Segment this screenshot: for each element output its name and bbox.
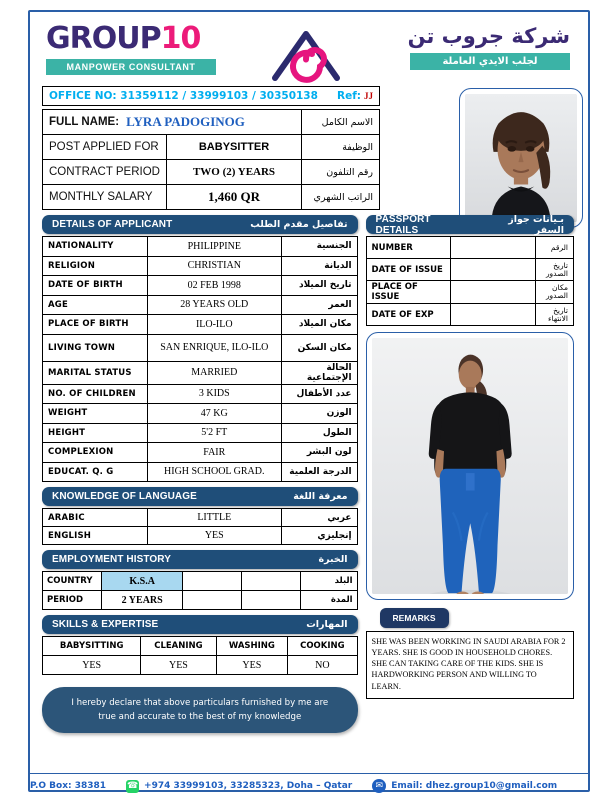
- employment-label: COUNTRY: [43, 572, 102, 591]
- language-table: [42, 508, 358, 545]
- detail-label: PLACE OF BIRTH: [43, 315, 148, 335]
- full-body-photo-graphic: [372, 338, 568, 594]
- employment-arabic: البلد: [301, 572, 357, 591]
- arabic-logo-block: [375, 24, 570, 70]
- details-header-en: DETAILS OF APPLICANT: [52, 219, 173, 230]
- detail-value: 5'2 FT: [148, 423, 282, 443]
- post-applied-label: POST APPLIED FOR: [43, 135, 167, 160]
- detail-value: 28 YEARS OLD: [148, 295, 282, 315]
- table-row: [43, 572, 358, 591]
- employment-blank-cell: [242, 591, 301, 610]
- monthly-salary-label: MONTHLY SALARY: [43, 185, 167, 210]
- language-value: YES: [148, 527, 282, 545]
- contract-period-label: CONTRACT PERIOD: [43, 160, 167, 185]
- document-header: [42, 10, 574, 84]
- employment-header-en: EMPLOYMENT HISTORY: [52, 554, 172, 565]
- table-row: [366, 237, 573, 259]
- table-row: [43, 160, 380, 185]
- section-header-passport: [366, 215, 574, 234]
- table-row: [43, 423, 358, 443]
- table-row: [366, 304, 573, 326]
- employment-blank-cell: [242, 572, 301, 591]
- details-header-ar: تفاصيل مقدم الطلب: [250, 219, 348, 230]
- language-arabic: عربي: [281, 509, 357, 527]
- detail-arabic: الديانة: [281, 256, 357, 276]
- reference-field: [337, 90, 373, 102]
- passport-issue-place-value[interactable]: [450, 281, 535, 304]
- employment-label: PERIOD: [43, 591, 102, 610]
- table-row: [43, 462, 358, 482]
- language-label: ARABIC: [43, 509, 148, 527]
- table-row: [43, 527, 358, 545]
- detail-value: 02 FEB 1998: [148, 276, 282, 296]
- detail-arabic: العمر: [281, 295, 357, 315]
- detail-label: DATE OF BIRTH: [43, 276, 148, 296]
- detail-arabic: الوزن: [281, 404, 357, 424]
- detail-arabic: لون البشر: [281, 443, 357, 463]
- table-row: [366, 281, 573, 304]
- employment-blank-cell: [183, 591, 242, 610]
- passport-issue-date-value[interactable]: [450, 259, 535, 281]
- arabic-company-title: شركة جروب تن: [407, 24, 570, 48]
- whatsapp-icon: ☎: [126, 781, 139, 791]
- table-row: [43, 384, 358, 404]
- skills-table: [42, 636, 358, 675]
- office-number-text: OFFICE NO: 31359112 / 33999103 / 30350138: [49, 90, 318, 102]
- language-header-ar: معرفة اللغة: [293, 491, 348, 502]
- logo-tagline: MANPOWER CONSULTANT: [46, 59, 216, 75]
- fullname-cell: [43, 110, 302, 135]
- fullname-label: FULL NAME:: [49, 116, 120, 128]
- detail-arabic: مكان الميلاد: [281, 315, 357, 335]
- phone-item: [126, 780, 352, 793]
- fullname-arabic-label: الاسم الكامل: [302, 110, 380, 135]
- skill-header: CLEANING: [141, 637, 216, 656]
- detail-label: NATIONALITY: [43, 237, 148, 257]
- ref-label: Ref:: [337, 90, 361, 102]
- po-box-text: P.O Box: 38381: [30, 781, 107, 791]
- passport-label: DATE OF EXP: [366, 304, 450, 326]
- phone-text: +974 33999103, 33285323, Doha – Qatar: [144, 781, 353, 791]
- post-applied-value: BABYSITTER: [167, 135, 302, 160]
- detail-label: HEIGHT: [43, 423, 148, 443]
- skill-value: YES: [141, 656, 216, 675]
- passport-arabic: تاريخ الانتهاء: [536, 304, 574, 326]
- passport-label: NUMBER: [366, 237, 450, 259]
- post-applied-arabic: الوظيفة: [302, 135, 380, 160]
- email-item[interactable]: [372, 779, 557, 793]
- passport-arabic: مكان الصدور: [536, 281, 574, 304]
- detail-label: AGE: [43, 295, 148, 315]
- left-column: [42, 210, 358, 733]
- skill-header: COOKING: [288, 637, 357, 656]
- table-row: [43, 591, 358, 610]
- detail-value: CHRISTIAN: [148, 256, 282, 276]
- skill-header: WASHING: [216, 637, 288, 656]
- language-arabic: إنجليزي: [281, 527, 357, 545]
- skills-header-en: SKILLS & EXPERTISE: [52, 619, 159, 630]
- detail-value: 3 KIDS: [148, 384, 282, 404]
- skill-header: BABYSITTING: [43, 637, 141, 656]
- detail-arabic: الطول: [281, 423, 357, 443]
- employment-country-value: K.S.A: [102, 572, 183, 591]
- detail-label: EDUCAT. Q. G: [43, 462, 148, 482]
- table-row: [43, 509, 358, 527]
- language-value: LITTLE: [148, 509, 282, 527]
- section-header-details: [42, 215, 358, 234]
- logo-wordmark: [46, 21, 236, 56]
- detail-value: HIGH SCHOOL GRAD.: [148, 462, 282, 482]
- logo-group-text: GROUP: [46, 21, 161, 56]
- passport-arabic: الرقم: [536, 237, 574, 259]
- declaration-banner: I hereby declare that above particulars furnished by me are true and accurate to the best of my knowledge: [42, 687, 358, 733]
- table-row: [366, 259, 573, 281]
- skill-value: YES: [216, 656, 288, 675]
- employment-header-ar: الخبرة: [318, 554, 348, 565]
- detail-label: WEIGHT: [43, 404, 148, 424]
- full-body-photo-frame: [366, 332, 574, 600]
- monthly-salary-arabic: الراتب الشهري: [302, 185, 380, 210]
- passport-expiry-value[interactable]: [450, 304, 535, 326]
- table-row-fullname: [43, 110, 380, 135]
- center-emblem: [261, 24, 351, 86]
- table-row: [43, 361, 358, 384]
- detail-label: RELIGION: [43, 256, 148, 276]
- right-column: [366, 210, 574, 733]
- passport-header-ar: بـيانات جواز السفر: [508, 213, 564, 236]
- detail-arabic: تاريخ الميلاد: [281, 276, 357, 296]
- detail-value: FAIR: [148, 443, 282, 463]
- passport-header-en: PASSPORT DETAILS: [375, 213, 431, 236]
- section-header-employment: [42, 550, 358, 569]
- passport-arabic: تاريخ الصدور: [536, 259, 574, 281]
- table-row: [43, 276, 358, 296]
- language-label: ENGLISH: [43, 527, 148, 545]
- skill-value: NO: [288, 656, 357, 675]
- detail-label: LIVING TOWN: [43, 334, 148, 361]
- po-box-item: [30, 781, 106, 791]
- detail-label: NO. OF CHILDREN: [43, 384, 148, 404]
- detail-arabic: الجنسية: [281, 237, 357, 257]
- detail-arabic: مكان السكن: [281, 334, 357, 361]
- passport-label: PLACE OF ISSUE: [366, 281, 450, 304]
- applicant-summary-table: [42, 109, 380, 210]
- table-row: [43, 443, 358, 463]
- remarks-badge: REMARKS: [380, 608, 449, 628]
- contract-period-arabic: رقم التلفون: [302, 160, 380, 185]
- full-body-photo: [372, 338, 568, 594]
- detail-label: MARITAL STATUS: [43, 361, 148, 384]
- contract-period-value: TWO (2) YEARS: [167, 160, 302, 185]
- main-body: [42, 210, 574, 733]
- table-row: [43, 315, 358, 335]
- employment-history-table: [42, 571, 358, 610]
- email-icon: ✉: [372, 779, 386, 793]
- detail-value: PHILIPPINE: [148, 237, 282, 257]
- table-row: [43, 256, 358, 276]
- employment-blank-cell: [183, 572, 242, 591]
- office-number-bar: [42, 86, 380, 106]
- skills-header-ar: المهارات: [306, 619, 348, 630]
- skill-value: YES: [43, 656, 141, 675]
- table-row: [43, 135, 380, 160]
- employment-period-value: 2 YEARS: [102, 591, 183, 610]
- detail-arabic: عدد الأطفال: [281, 384, 357, 404]
- detail-value: SAN ENRIQUE, ILO-ILO: [148, 334, 282, 361]
- monthly-salary-value: 1,460 QR: [167, 185, 302, 210]
- detail-arabic: الحالة الإجتماعية: [281, 361, 357, 384]
- company-logo: [46, 21, 236, 75]
- employment-arabic: المدة: [301, 591, 357, 610]
- remarks-text: SHE WAS BEEN WORKING IN SAUDI ARABIA FOR 2 YEARS. SHE IS GOOD IN HOUSEHOLD CHORES. SHE CAN TAKING CARE OF THE KIDS. SHE IS HARDWORKING PERSON AND WILLING TO LEARN.: [366, 631, 574, 699]
- passport-label: DATE OF ISSUE: [366, 259, 450, 281]
- detail-value: MARRIED: [148, 361, 282, 384]
- table-row: [43, 334, 358, 361]
- detail-value: ILO-ILO: [148, 315, 282, 335]
- arabic-tagline: لجلب الايدي العاملة: [410, 53, 570, 70]
- table-row: [43, 185, 380, 210]
- fullname-value: LYRA PADOGINOG: [126, 114, 245, 129]
- ref-value: JJ: [364, 91, 373, 101]
- language-header-en: KNOWLEDGE OF LANGUAGE: [52, 491, 197, 502]
- table-row: [43, 404, 358, 424]
- email-text: Email: dhez.group10@gmail.com: [391, 781, 558, 791]
- document-footer: [30, 773, 588, 793]
- table-row: [43, 656, 358, 675]
- section-header-language: [42, 487, 358, 506]
- table-row: [43, 295, 358, 315]
- table-row: [43, 237, 358, 257]
- table-row-header: [43, 637, 358, 656]
- section-header-skills: [42, 615, 358, 634]
- logo-ten-text: 10: [160, 21, 201, 56]
- detail-arabic: الدرجة العلمية: [281, 462, 357, 482]
- passport-details-table: [366, 236, 574, 326]
- detail-label: COMPLEXION: [43, 443, 148, 463]
- detail-value: 47 KG: [148, 404, 282, 424]
- arch-spiral-icon: [271, 28, 341, 86]
- passport-number-value[interactable]: [450, 237, 535, 259]
- applicant-details-table: [42, 236, 358, 482]
